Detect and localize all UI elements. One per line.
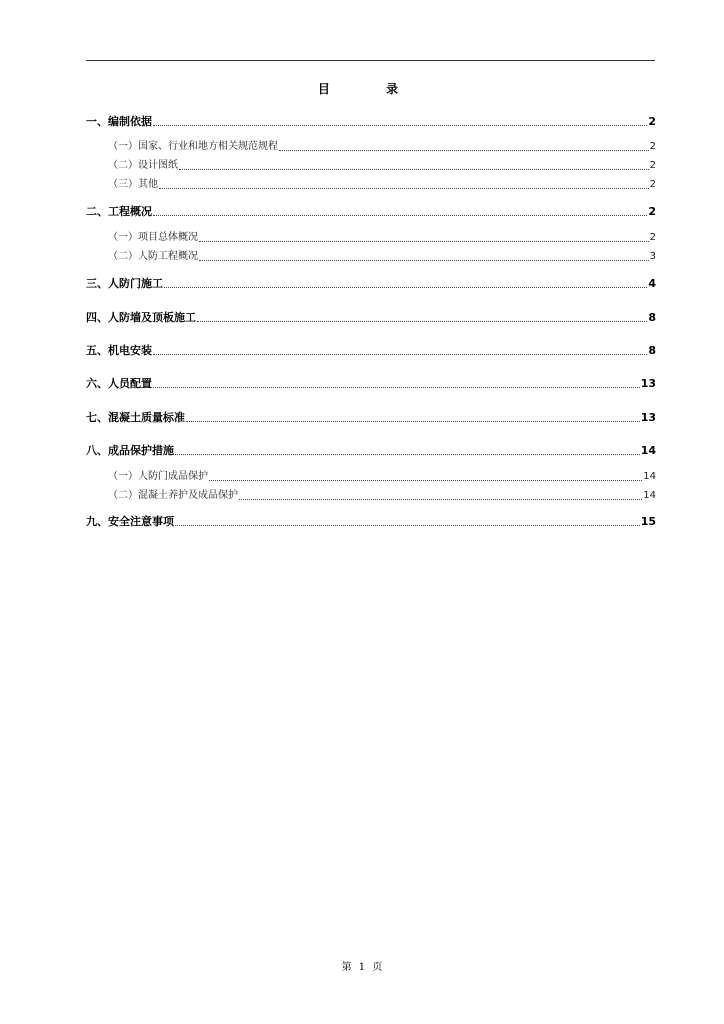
toc-entry-page: 2	[648, 115, 656, 128]
toc-entry[interactable]	[86, 411, 656, 425]
toc-entry[interactable]	[86, 344, 656, 358]
toc-entry-page: 13	[640, 411, 656, 424]
toc-entry-label: 八、成品保护措施	[86, 444, 174, 457]
toc-entry-page: 14	[643, 490, 656, 501]
toc-entry-label: 一、编制依据	[86, 115, 152, 128]
toc-entry[interactable]	[86, 515, 656, 529]
toc-subentry[interactable]	[86, 470, 656, 484]
toc-leader-dots	[153, 387, 640, 388]
toc-leader-dots	[179, 169, 649, 170]
toc-subentry[interactable]	[86, 231, 656, 245]
toc-entry[interactable]	[86, 377, 656, 391]
toc-leader-dots	[186, 421, 640, 422]
toc-leader-dots	[153, 354, 647, 355]
toc-subentry[interactable]	[86, 159, 656, 173]
toc-subentry[interactable]	[86, 250, 656, 264]
toc-entry-label: （一）国家、行业和地方相关规范规程	[108, 141, 278, 152]
toc-entry-page: 14	[643, 471, 656, 482]
toc-entry[interactable]	[86, 115, 656, 129]
toc-leader-dots	[175, 454, 640, 455]
toc-entry-page: 15	[640, 515, 656, 528]
toc-entry-page: 2	[648, 205, 656, 218]
toc-subentry[interactable]	[86, 140, 656, 154]
toc-entry-label: 九、安全注意事项	[86, 515, 174, 528]
header-rule	[86, 60, 655, 61]
toc-leader-dots	[175, 525, 640, 526]
toc-entry-label: 四、人防墙及顶板施工	[86, 311, 196, 324]
toc-entry-page: 2	[649, 232, 656, 243]
toc-entry[interactable]	[86, 205, 656, 219]
toc-entry-label: （二）人防工程概况	[108, 251, 198, 262]
toc-entry-label: （一）人防门成品保护	[108, 471, 208, 482]
toc-entry-page: 2	[649, 141, 656, 152]
toc-entry-page: 2	[649, 179, 656, 190]
toc-leader-dots	[199, 241, 649, 242]
toc-entry-label: （一）项目总体概况	[108, 232, 198, 243]
toc-entry[interactable]	[86, 277, 656, 291]
toc-entry-page: 8	[648, 311, 656, 324]
toc-entry-page: 2	[649, 160, 656, 171]
toc-entry[interactable]	[86, 311, 656, 325]
toc-leader-dots	[279, 150, 649, 151]
toc-leader-dots	[197, 321, 647, 322]
toc-entry-label: 五、机电安装	[86, 344, 152, 357]
toc-leader-dots	[159, 188, 649, 189]
toc-entry-label: （二）混凝土养护及成品保护	[108, 490, 238, 501]
toc-entry-label: 二、工程概况	[86, 205, 152, 218]
toc-entry-page: 13	[640, 377, 656, 390]
toc-entry-page: 4	[648, 277, 656, 290]
toc-subentry[interactable]	[86, 489, 656, 503]
toc-title: 目 录	[317, 82, 425, 96]
toc-entry-label: （三）其他	[108, 179, 158, 190]
toc-entry-label: 七、混凝土质量标准	[86, 411, 185, 424]
toc-entry-label: 六、人员配置	[86, 377, 152, 390]
toc-subentry[interactable]	[86, 178, 656, 192]
toc-entry-label: 三、人防门施工	[86, 277, 163, 290]
toc-entry-page: 14	[640, 444, 656, 457]
toc-leader-dots	[164, 287, 647, 288]
toc-leader-dots	[199, 260, 649, 261]
toc-entry-page: 8	[648, 344, 656, 357]
page-footer: 第 1 页	[341, 962, 383, 973]
toc-leader-dots	[239, 499, 642, 500]
toc-entry-label: （二）设计图纸	[108, 160, 178, 171]
toc-leader-dots	[153, 215, 647, 216]
toc-entry-page: 3	[649, 251, 656, 262]
toc-leader-dots	[209, 480, 642, 481]
toc-leader-dots	[153, 125, 647, 126]
toc-entry[interactable]	[86, 444, 656, 458]
